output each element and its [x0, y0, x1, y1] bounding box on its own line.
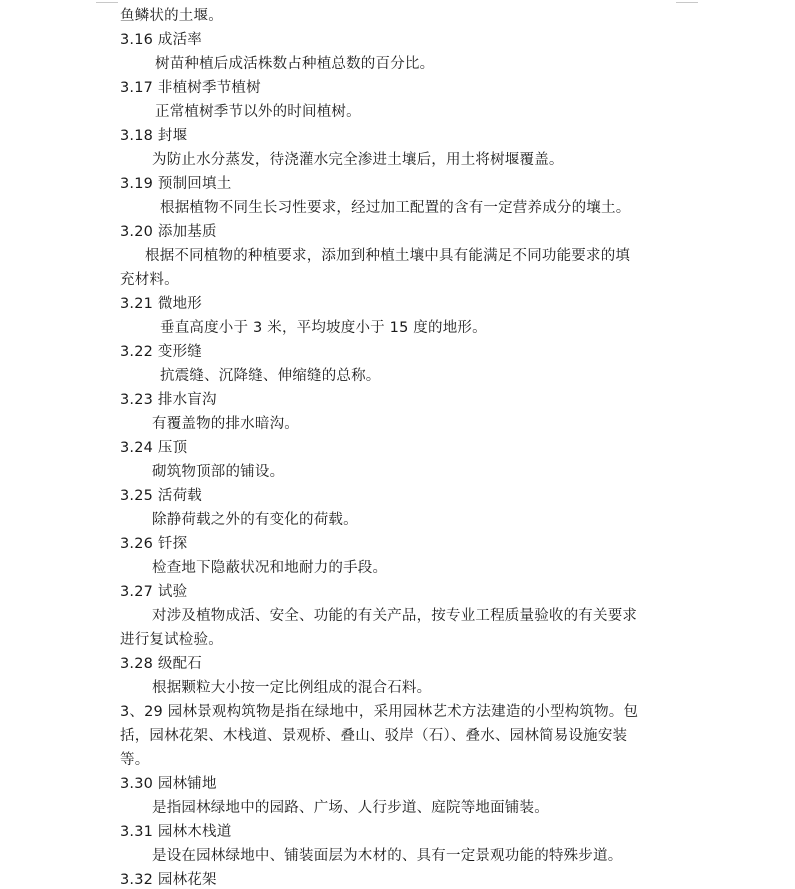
term-definition: 是指园林绿地中的园路、广场、人行步道、庭院等地面铺装。 [152, 800, 549, 816]
term-heading: 3.18 封堰 [120, 128, 188, 144]
term-heading: 3.24 压顶 [120, 440, 188, 456]
term-paragraph: 3、29 园林景观构筑物是指在绿地中，采用园林艺术方法建造的小型构筑物。包 [120, 704, 639, 720]
term-definition: 砌筑物顶部的铺设。 [152, 464, 285, 480]
term-paragraph-continued: 括，园林花架、木栈道、景观桥、叠山、驳岸（石）、叠水、园林简易设施安装 [120, 728, 628, 744]
term-definition: 树苗种植后成活株数占种植总数的百分比。 [155, 56, 435, 72]
term-definition: 根据植物不同生长习性要求，经过加工配置的含有一定营养成分的壤土。 [160, 200, 631, 216]
page-corner-mark-left [96, 0, 118, 3]
term-heading: 3.21 微地形 [120, 296, 202, 312]
term-heading: 3.27 试验 [120, 584, 188, 600]
paragraph-continuation: 鱼鳞状的土堰。 [120, 8, 223, 24]
term-heading: 3.17 非植树季节植树 [120, 80, 261, 96]
term-definition: 正常植树季节以外的时间植树。 [155, 104, 361, 120]
term-heading: 3.28 级配石 [120, 656, 202, 672]
term-heading: 3.26 钎探 [120, 536, 188, 552]
term-definition: 有覆盖物的排水暗沟。 [152, 416, 299, 432]
term-definition: 检查地下隐蔽状况和地耐力的手段。 [152, 560, 388, 576]
term-definition: 抗震缝、沉降缝、伸缩缝的总称。 [160, 368, 381, 384]
term-definition: 为防止水分蒸发，待浇灌水完全渗进土壤后，用土将树堰覆盖。 [152, 152, 564, 168]
page-corner-mark-right [676, 0, 698, 3]
term-heading: 3.23 排水盲沟 [120, 392, 217, 408]
term-heading: 3.19 预制回填土 [120, 176, 232, 192]
term-heading: 3.22 变形缝 [120, 344, 202, 360]
term-definition-continued: 进行复试检验。 [120, 632, 223, 648]
term-heading: 3.25 活荷载 [120, 488, 202, 504]
term-heading: 3.16 成活率 [120, 32, 202, 48]
term-definition: 根据颗粒大小按一定比例组成的混合石料。 [152, 680, 432, 696]
term-definition: 除静荷载之外的有变化的荷载。 [152, 512, 358, 528]
term-heading: 3.31 园林木栈道 [120, 824, 232, 840]
term-heading: 3.30 园林铺地 [120, 776, 217, 792]
term-heading: 3.20 添加基质 [120, 224, 217, 240]
term-heading-cut-off: 3.32 园林花架 [120, 872, 217, 888]
term-definition: 是设在园林绿地中、铺装面层为木材的、具有一定景观功能的特殊步道。 [152, 848, 623, 864]
term-definition: 根据不同植物的种植要求，添加到种植土壤中具有能满足不同功能要求的填 [145, 248, 631, 264]
term-paragraph-continued: 等。 [120, 752, 150, 768]
term-definition: 对涉及植物成活、安全、功能的有关产品，按专业工程质量验收的有关要求 [152, 608, 638, 624]
term-definition-continued: 充材料。 [120, 272, 179, 288]
term-definition: 垂直高度小于 3 米，平均坡度小于 15 度的地形。 [160, 320, 487, 336]
